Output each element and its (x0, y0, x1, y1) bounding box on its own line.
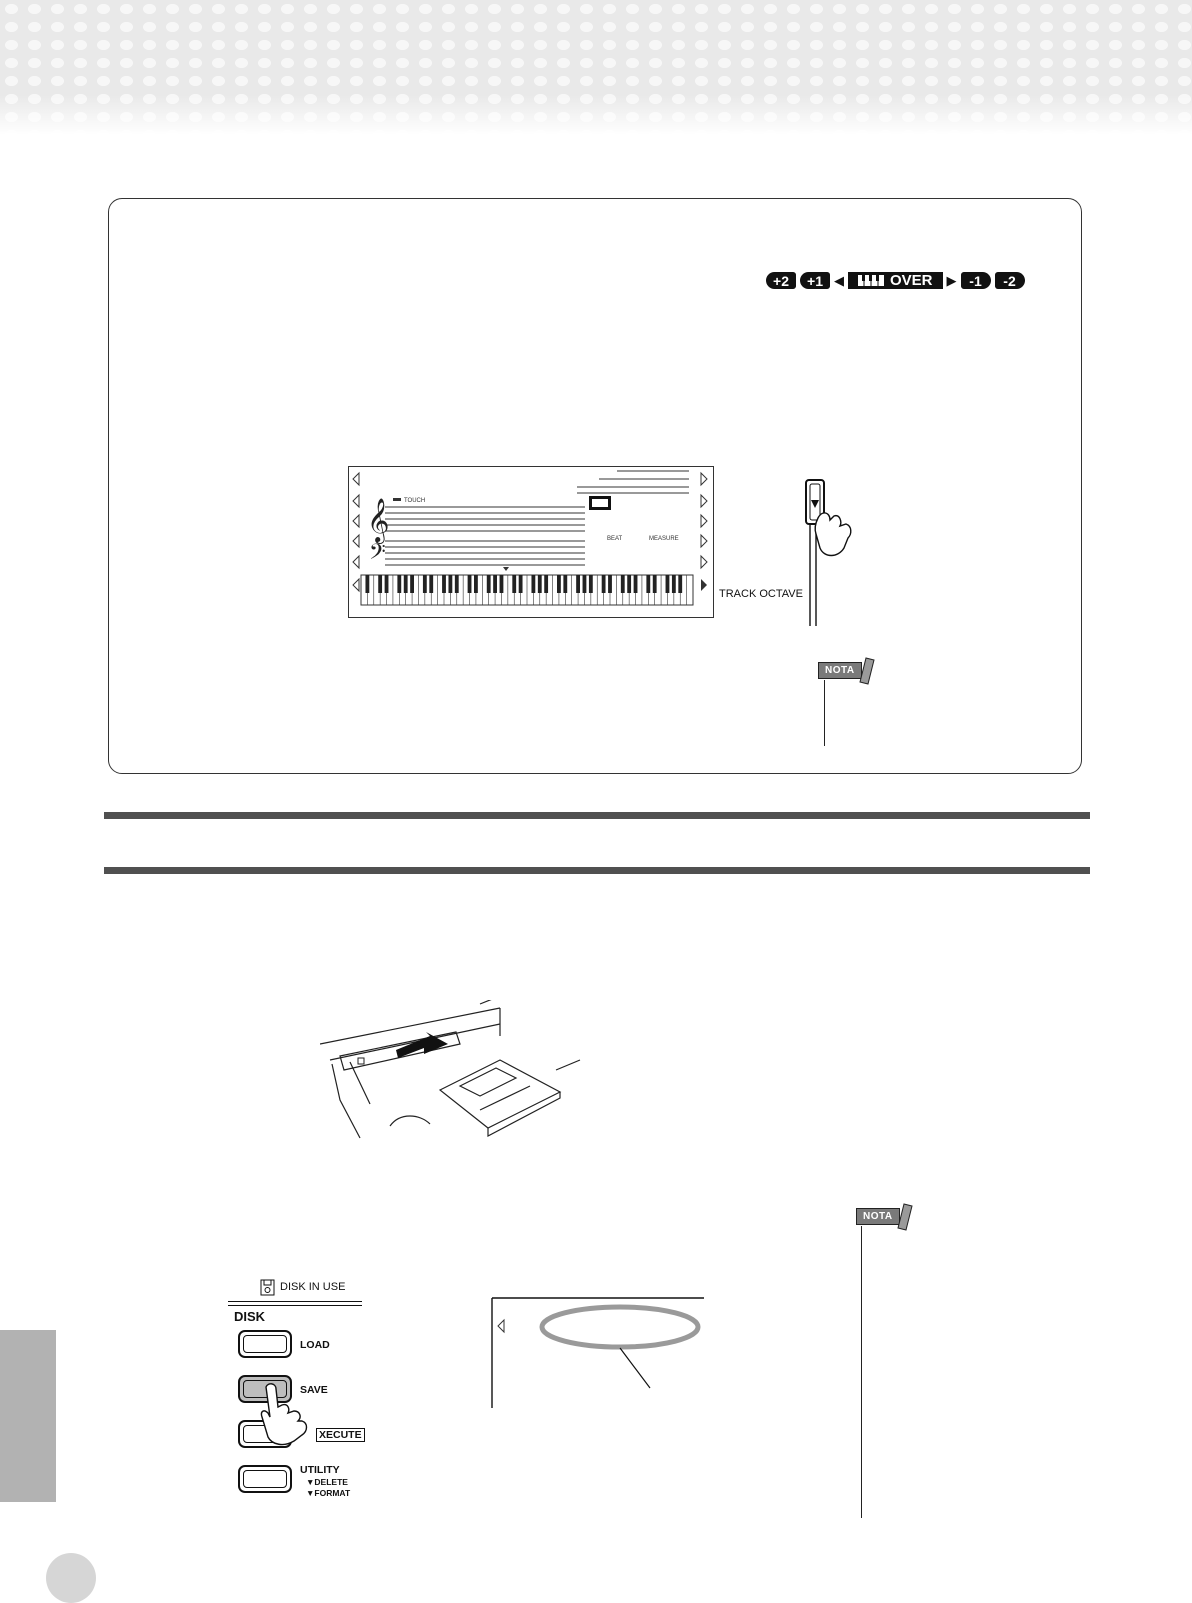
octave-plus2: +2 (766, 272, 796, 289)
header-fade (0, 95, 1192, 135)
bass-clef-icon: 𝄢 (369, 540, 386, 570)
lcd-display (348, 466, 714, 618)
disk-in-use-label: DISK IN USE (280, 1281, 346, 1293)
page-number-circle (46, 1553, 96, 1603)
lcd-measure: MEASURE (649, 536, 679, 542)
panel-rule-2 (228, 1305, 362, 1306)
utility-label: UTILITY (300, 1464, 340, 1476)
octave-minus1: -1 (961, 272, 991, 289)
right-triangle-icon: ▶ (946, 272, 957, 288)
delete-label: ▼DELETE (306, 1477, 348, 1487)
octave-over-label: OVER (890, 272, 933, 289)
section-bar-top (104, 812, 1090, 819)
disk-label: DISK (234, 1309, 266, 1324)
left-triangle-icon: ◀ (834, 272, 844, 288)
load-label: LOAD (300, 1339, 330, 1351)
keyboard-icon (858, 275, 884, 286)
treble-clef-icon: 𝄞 (367, 498, 390, 542)
octave-plus1: +1 (800, 272, 830, 289)
panel-rule-1 (228, 1301, 362, 1302)
nota-tag-1: NOTA (818, 662, 862, 679)
octave-minus2: -2 (995, 272, 1025, 289)
utility-button[interactable] (238, 1465, 292, 1493)
nota-tag-2: NOTA (856, 1208, 900, 1225)
pen-icon (856, 654, 878, 686)
nota-line-1 (824, 680, 825, 746)
save-label: SAVE (300, 1384, 328, 1396)
pen-icon-2 (894, 1200, 916, 1232)
floppy-insert-illustration (320, 1000, 590, 1140)
display-fragment (488, 1290, 718, 1430)
lcd-graphics (349, 467, 713, 617)
nota-line-2 (861, 1226, 862, 1518)
lcd-touch: TOUCH (404, 498, 426, 504)
load-button[interactable] (238, 1330, 292, 1358)
track-octave-button[interactable] (800, 478, 870, 628)
hand-pointer-icon-2 (256, 1383, 314, 1447)
section-bar-bottom (104, 867, 1090, 874)
highlight-oval (542, 1307, 698, 1347)
octave-over (848, 272, 943, 289)
format-label: ▼FORMAT (306, 1488, 351, 1498)
hand-pointer-icon (815, 513, 851, 556)
track-octave-label: TRACK OCTAVE (719, 588, 803, 600)
lcd-beat: BEAT (607, 536, 623, 542)
floppy-disk-icon (260, 1279, 276, 1296)
execute-label: XECUTE (316, 1428, 365, 1442)
disk-panel (228, 1275, 368, 1515)
side-tab (0, 1330, 56, 1502)
octave-indicator (766, 272, 1025, 289)
